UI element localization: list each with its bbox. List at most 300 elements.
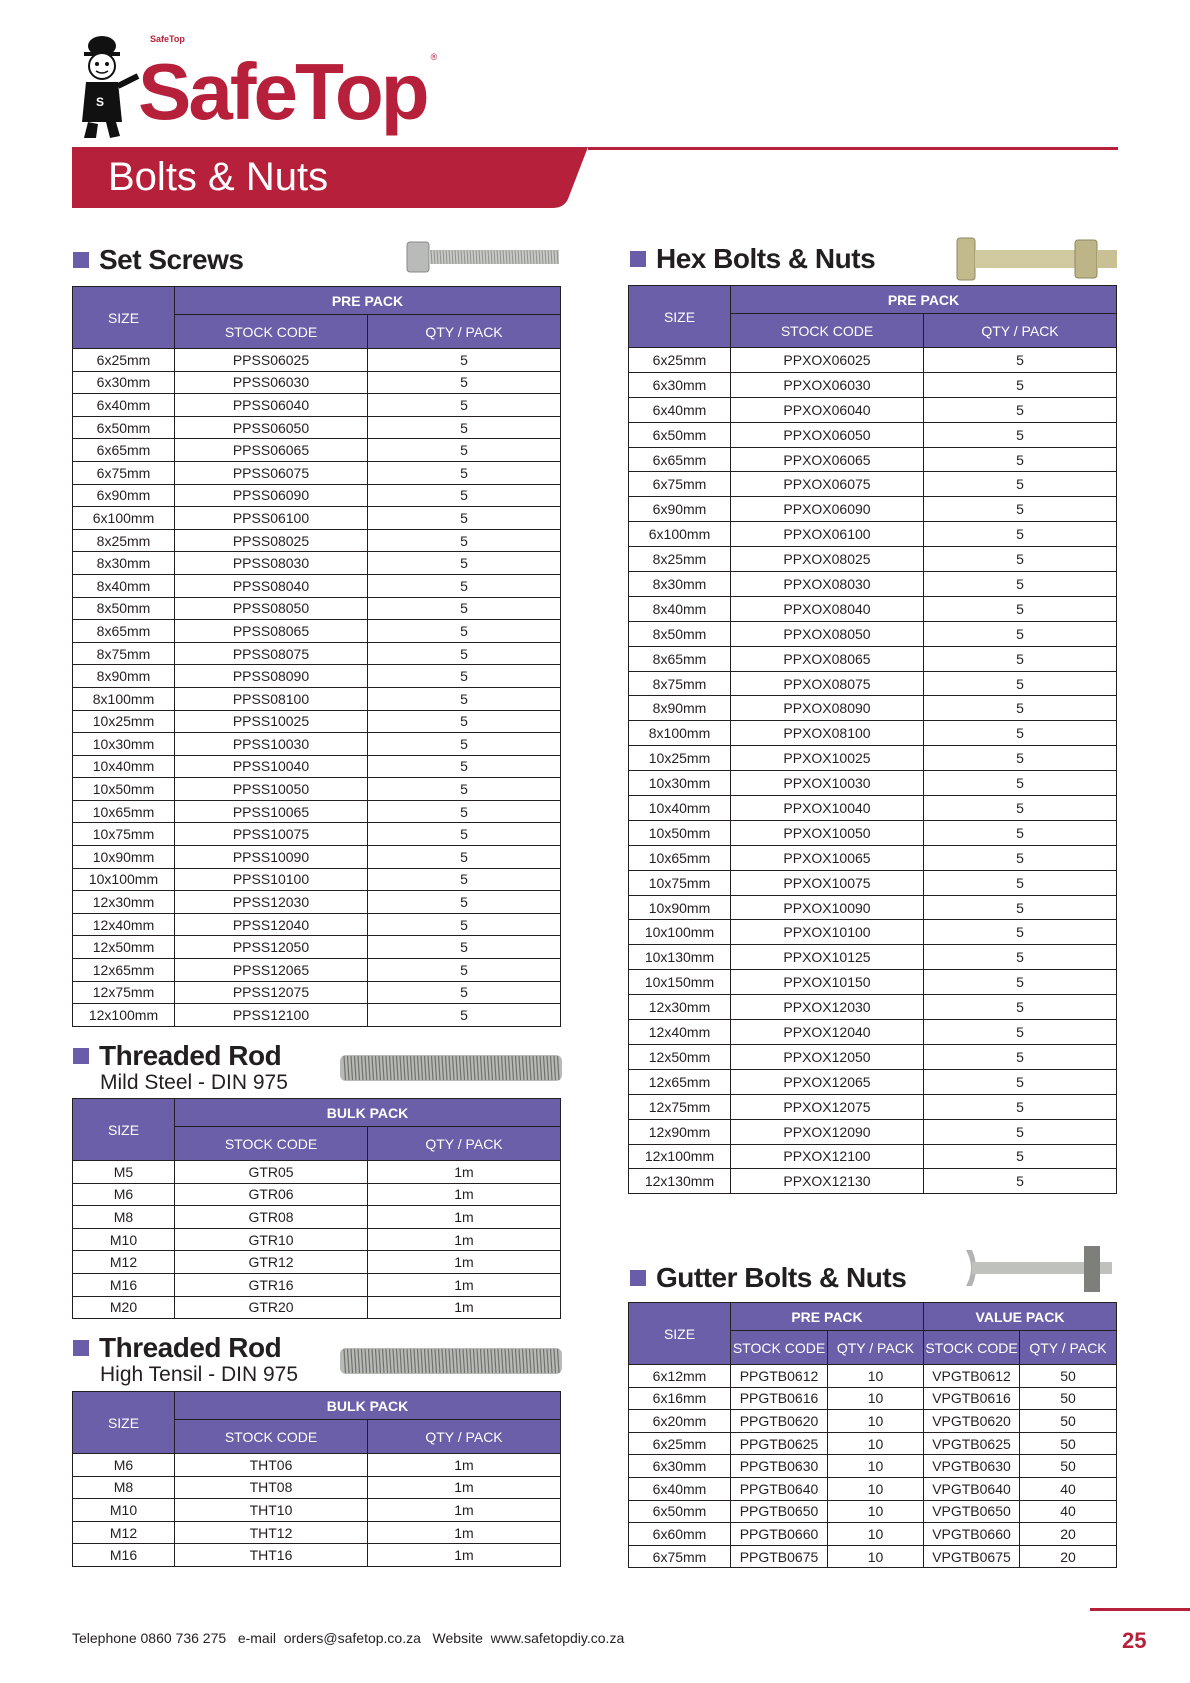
- table-cell: PPXOX08040: [731, 596, 924, 621]
- table-row: [73, 1206, 561, 1229]
- table-cell: 1m: [368, 1544, 561, 1567]
- table-cell: 10x90mm: [629, 895, 731, 920]
- table-cell: 10: [828, 1387, 924, 1410]
- set-screws-table: [72, 286, 561, 1027]
- table-cell: THT16: [175, 1544, 368, 1567]
- table-cell: 5: [924, 1169, 1117, 1194]
- table-cell: 50: [1020, 1387, 1117, 1410]
- table-cell: 10x30mm: [629, 771, 731, 796]
- table-cell: PPSS12075: [175, 981, 368, 1004]
- table-cell: PPXOX10150: [731, 970, 924, 995]
- table-cell: 1m: [368, 1476, 561, 1499]
- table-cell: 6x100mm: [629, 522, 731, 547]
- table-cell: 6x30mm: [629, 372, 731, 397]
- gutter-bolts-table: [628, 1302, 1117, 1568]
- table-row: [73, 394, 561, 417]
- table-cell: 6x40mm: [73, 394, 175, 417]
- table-cell: PPXOX12100: [731, 1144, 924, 1169]
- bullet-square-icon: [630, 1270, 646, 1286]
- table-cell: M5: [73, 1161, 175, 1184]
- table-cell: 10: [828, 1500, 924, 1523]
- table-cell: 1m: [368, 1161, 561, 1184]
- page-number: 25: [1122, 1628, 1147, 1653]
- table-row: [629, 372, 1117, 397]
- col-header-stock-code: STOCK CODE: [175, 1420, 368, 1454]
- table-row: [73, 913, 561, 936]
- table-cell: 5: [924, 721, 1117, 746]
- table-cell: 5: [368, 733, 561, 756]
- table-cell: 6x90mm: [73, 484, 175, 507]
- table-cell: PPSS08040: [175, 574, 368, 597]
- table-cell: PPSS10090: [175, 846, 368, 869]
- table-row: [73, 552, 561, 575]
- svg-text:S: S: [96, 95, 105, 109]
- table-cell: 5: [368, 552, 561, 575]
- table-cell: PPGTB0660: [731, 1523, 828, 1546]
- col-header-stock-code: STOCK CODE: [731, 314, 924, 348]
- table-cell: VPGTB0625: [924, 1432, 1020, 1455]
- table-cell: 10: [828, 1365, 924, 1388]
- table-cell: PPSS08050: [175, 597, 368, 620]
- table-cell: 5: [924, 1094, 1117, 1119]
- table-row: [629, 1144, 1117, 1169]
- table-cell: PPSS08025: [175, 529, 368, 552]
- table-cell: 1m: [368, 1499, 561, 1522]
- table-cell: 6x16mm: [629, 1387, 731, 1410]
- table-row: [629, 621, 1117, 646]
- table-row: [629, 895, 1117, 920]
- table-cell: PPXOX06030: [731, 372, 924, 397]
- table-row: [73, 484, 561, 507]
- table-row: [629, 1020, 1117, 1045]
- group-header-pre-pack: PRE PACK: [175, 287, 561, 315]
- table-cell: PPXOX10100: [731, 920, 924, 945]
- table-row: [73, 800, 561, 823]
- table-row: [629, 995, 1117, 1020]
- table-cell: 5: [368, 710, 561, 733]
- table-cell: 6x30mm: [73, 371, 175, 394]
- table-cell: 5: [368, 371, 561, 394]
- table-cell: PPSS06100: [175, 507, 368, 530]
- table-cell: 12x40mm: [629, 1020, 731, 1045]
- table-cell: 8x25mm: [73, 529, 175, 552]
- table-cell: 10x40mm: [629, 796, 731, 821]
- logo-wordrow: [138, 46, 437, 138]
- hex-bolt-product-image: [955, 236, 1120, 282]
- table-cell: 10x50mm: [73, 778, 175, 801]
- section-title: Gutter Bolts & Nuts: [656, 1262, 907, 1293]
- table-cell: PPSS06030: [175, 371, 368, 394]
- table-cell: 5: [924, 771, 1117, 796]
- table-cell: PPSS06025: [175, 349, 368, 372]
- table-cell: PPGTB0640: [731, 1477, 828, 1500]
- col-header-qty-pack: QTY / PACK: [368, 1420, 561, 1454]
- table-row: [73, 1499, 561, 1522]
- table-row: [629, 1169, 1117, 1194]
- table-row: [629, 1069, 1117, 1094]
- group-header-pre-pack: PRE PACK: [731, 1303, 924, 1331]
- section-subtitle: High Tensil - DIN 975: [100, 1363, 299, 1386]
- hex-bolts-table: [628, 285, 1117, 1194]
- table-cell: PPXOX08090: [731, 696, 924, 721]
- table-cell: PPSS06065: [175, 439, 368, 462]
- table-cell: PPSS12040: [175, 913, 368, 936]
- table-row: [629, 1119, 1117, 1144]
- table-row: [629, 945, 1117, 970]
- table-cell: PPXOX12065: [731, 1069, 924, 1094]
- table-row: [73, 1544, 561, 1567]
- table-cell: 10x75mm: [73, 823, 175, 846]
- table-cell: 5: [368, 574, 561, 597]
- table-cell: PPGTB0612: [731, 1365, 828, 1388]
- table-row: [73, 349, 561, 372]
- table-cell: PPXOX12030: [731, 995, 924, 1020]
- table-cell: 5: [924, 1044, 1117, 1069]
- page-title: Bolts & Nuts: [108, 155, 329, 199]
- table-cell: 10: [828, 1455, 924, 1478]
- table-cell: 12x90mm: [629, 1119, 731, 1144]
- table-cell: VPGTB0650: [924, 1500, 1020, 1523]
- table-row: [629, 447, 1117, 472]
- table-cell: VPGTB0675: [924, 1545, 1020, 1568]
- table-row: [629, 522, 1117, 547]
- table-cell: 40: [1020, 1477, 1117, 1500]
- table-cell: PPSS08075: [175, 642, 368, 665]
- table-cell: 5: [368, 529, 561, 552]
- table-cell: 50: [1020, 1432, 1117, 1455]
- table-cell: 8x25mm: [629, 547, 731, 572]
- table-cell: 1m: [368, 1296, 561, 1319]
- table-cell: PPXOX08100: [731, 721, 924, 746]
- table-cell: 10x100mm: [73, 868, 175, 891]
- table-cell: PPSS08030: [175, 552, 368, 575]
- table-cell: 1m: [368, 1273, 561, 1296]
- col-header-qty-pack: QTY / PACK: [924, 314, 1117, 348]
- table-cell: 12x65mm: [73, 959, 175, 982]
- safetop-logo: [72, 34, 472, 144]
- table-cell: 5: [924, 945, 1117, 970]
- table-cell: 10: [828, 1477, 924, 1500]
- table-cell: 1m: [368, 1521, 561, 1544]
- table-row: [73, 846, 561, 869]
- logo-mini-label: SafeTop: [150, 34, 185, 44]
- col-header-size: SIZE: [629, 286, 731, 348]
- table-cell: PPSS12030: [175, 891, 368, 914]
- table-row: [629, 1500, 1117, 1523]
- table-row: [73, 687, 561, 710]
- table-cell: 12x75mm: [73, 981, 175, 1004]
- table-cell: 8x65mm: [629, 646, 731, 671]
- col-header-qty-pack: QTY / PACK: [368, 315, 561, 349]
- table-cell: 5: [924, 596, 1117, 621]
- table-cell: 12x100mm: [629, 1144, 731, 1169]
- table-cell: 12x75mm: [629, 1094, 731, 1119]
- table-cell: 5: [924, 995, 1117, 1020]
- col-header-qty-pack: QTY / PACK: [1020, 1331, 1117, 1365]
- table-cell: PPSS12050: [175, 936, 368, 959]
- table-cell: 6x65mm: [629, 447, 731, 472]
- table-cell: GTR08: [175, 1206, 368, 1229]
- section-title: Threaded Rod: [99, 1040, 282, 1071]
- table-row: [73, 529, 561, 552]
- table-row: [73, 507, 561, 530]
- table-row: [629, 348, 1117, 373]
- table-cell: 12x130mm: [629, 1169, 731, 1194]
- table-cell: 20: [1020, 1545, 1117, 1568]
- table-cell: 5: [368, 597, 561, 620]
- table-cell: 1m: [368, 1251, 561, 1274]
- bullet-square-icon: [73, 1048, 89, 1064]
- table-cell: 5: [368, 687, 561, 710]
- table-cell: 5: [368, 913, 561, 936]
- table-cell: PPSS10050: [175, 778, 368, 801]
- table-cell: PPXOX06075: [731, 472, 924, 497]
- table-cell: 6x75mm: [629, 1545, 731, 1568]
- table-cell: 6x90mm: [629, 497, 731, 522]
- table-cell: PPGTB0625: [731, 1432, 828, 1455]
- table-cell: M6: [73, 1183, 175, 1206]
- col-header-qty-pack: QTY / PACK: [368, 1127, 561, 1161]
- table-cell: 10x50mm: [629, 820, 731, 845]
- table-cell: 5: [924, 920, 1117, 945]
- table-cell: 5: [924, 970, 1117, 995]
- table-row: [73, 371, 561, 394]
- table-row: [629, 721, 1117, 746]
- table-cell: 6x12mm: [629, 1365, 731, 1388]
- table-cell: PPXOX10050: [731, 820, 924, 845]
- table-cell: M16: [73, 1273, 175, 1296]
- table-cell: 1m: [368, 1183, 561, 1206]
- table-cell: 6x65mm: [73, 439, 175, 462]
- table-cell: 5: [368, 800, 561, 823]
- table-cell: VPGTB0630: [924, 1455, 1020, 1478]
- table-cell: PPXOX06090: [731, 497, 924, 522]
- table-cell: 5: [924, 1144, 1117, 1169]
- table-row: [629, 771, 1117, 796]
- table-cell: 5: [924, 522, 1117, 547]
- table-row: [73, 1161, 561, 1184]
- table-cell: PPXOX12040: [731, 1020, 924, 1045]
- table-cell: THT12: [175, 1521, 368, 1544]
- table-row: [629, 1365, 1117, 1388]
- table-cell: PPXOX10025: [731, 746, 924, 771]
- table-cell: 5: [924, 845, 1117, 870]
- table-cell: M20: [73, 1296, 175, 1319]
- bullet-square-icon: [630, 251, 646, 267]
- table-cell: 12x65mm: [629, 1069, 731, 1094]
- threaded-rod-product-image: [340, 1345, 562, 1377]
- table-row: [73, 461, 561, 484]
- table-row: [629, 547, 1117, 572]
- table-cell: VPGTB0640: [924, 1477, 1020, 1500]
- table-row: [629, 870, 1117, 895]
- group-header-bulk-pack: BULK PACK: [175, 1099, 561, 1127]
- col-header-stock-code: STOCK CODE: [731, 1331, 828, 1365]
- table-cell: PPGTB0675: [731, 1545, 828, 1568]
- table-row: [73, 1454, 561, 1477]
- table-cell: 5: [924, 796, 1117, 821]
- table-cell: 8x50mm: [73, 597, 175, 620]
- table-cell: 10x65mm: [73, 800, 175, 823]
- page-banner: [72, 147, 592, 208]
- table-cell: GTR05: [175, 1161, 368, 1184]
- table-row: [629, 596, 1117, 621]
- table-cell: 8x75mm: [629, 671, 731, 696]
- table-row: [73, 891, 561, 914]
- threaded-rod-product-image: [340, 1052, 562, 1084]
- table-cell: PPSS08065: [175, 620, 368, 643]
- table-cell: 50: [1020, 1410, 1117, 1433]
- table-row: [73, 439, 561, 462]
- table-cell: GTR10: [175, 1228, 368, 1251]
- table-cell: PPXOX06025: [731, 348, 924, 373]
- table-cell: 6x25mm: [73, 349, 175, 372]
- table-cell: 10x30mm: [73, 733, 175, 756]
- table-row: [629, 746, 1117, 771]
- table-cell: VPGTB0612: [924, 1365, 1020, 1388]
- table-cell: PPSS10025: [175, 710, 368, 733]
- table-cell: THT06: [175, 1454, 368, 1477]
- table-cell: 5: [924, 746, 1117, 771]
- table-cell: PPSS06050: [175, 416, 368, 439]
- table-cell: 8x75mm: [73, 642, 175, 665]
- table-cell: PPSS10075: [175, 823, 368, 846]
- table-cell: 5: [924, 671, 1117, 696]
- col-header-size: SIZE: [73, 1099, 175, 1161]
- table-cell: M8: [73, 1476, 175, 1499]
- table-cell: 10x130mm: [629, 945, 731, 970]
- table-cell: 12x30mm: [73, 891, 175, 914]
- table-row: [73, 1228, 561, 1251]
- table-row: [629, 472, 1117, 497]
- table-row: [629, 1432, 1117, 1455]
- table-cell: 5: [924, 348, 1117, 373]
- footer-contact: Telephone 0860 736 275 e-mail orders@safetop.co.za Website www.safetopdiy.co.za: [72, 1630, 625, 1646]
- table-row: [73, 823, 561, 846]
- table-cell: PPXOX06040: [731, 397, 924, 422]
- table-cell: PPGTB0650: [731, 1500, 828, 1523]
- table-cell: 10x100mm: [629, 920, 731, 945]
- table-cell: 50: [1020, 1365, 1117, 1388]
- table-cell: VPGTB0660: [924, 1523, 1020, 1546]
- table-cell: PPSS10040: [175, 755, 368, 778]
- table-cell: 5: [368, 755, 561, 778]
- table-cell: THT08: [175, 1476, 368, 1499]
- table-cell: M12: [73, 1521, 175, 1544]
- table-cell: M12: [73, 1251, 175, 1274]
- table-cell: PPSS06040: [175, 394, 368, 417]
- table-row: [629, 1523, 1117, 1546]
- table-cell: 5: [924, 621, 1117, 646]
- table-cell: 6x30mm: [629, 1455, 731, 1478]
- table-cell: 40: [1020, 1500, 1117, 1523]
- table-cell: 5: [924, 1020, 1117, 1045]
- section-threaded-rod-mild-heading: [73, 1040, 281, 1072]
- table-cell: 6x100mm: [73, 507, 175, 530]
- table-cell: 6x50mm: [629, 422, 731, 447]
- table-cell: 6x50mm: [73, 416, 175, 439]
- table-cell: PPXOX06050: [731, 422, 924, 447]
- table-cell: 6x25mm: [629, 348, 731, 373]
- bullet-square-icon: [73, 1340, 89, 1356]
- table-row: [629, 1044, 1117, 1069]
- table-cell: 10x65mm: [629, 845, 731, 870]
- table-cell: 10: [828, 1410, 924, 1433]
- table-cell: M16: [73, 1544, 175, 1567]
- table-cell: PPXOX08025: [731, 547, 924, 572]
- section-subtitle: Mild Steel - DIN 975: [100, 1071, 288, 1094]
- table-cell: PPSS08090: [175, 665, 368, 688]
- table-row: [629, 671, 1117, 696]
- table-cell: 5: [368, 981, 561, 1004]
- table-cell: 6x60mm: [629, 1523, 731, 1546]
- table-cell: M8: [73, 1206, 175, 1229]
- table-row: [629, 1410, 1117, 1433]
- table-cell: 8x50mm: [629, 621, 731, 646]
- table-cell: 10: [828, 1523, 924, 1546]
- table-cell: M6: [73, 1454, 175, 1477]
- table-cell: 20: [1020, 1523, 1117, 1546]
- table-cell: 8x40mm: [73, 574, 175, 597]
- table-row: [73, 710, 561, 733]
- section-set-screws-heading: [73, 244, 243, 276]
- section-threaded-rod-high-heading: [73, 1332, 281, 1364]
- table-cell: 5: [368, 778, 561, 801]
- table-row: [73, 778, 561, 801]
- table-cell: 5: [924, 497, 1117, 522]
- table-cell: 5: [368, 461, 561, 484]
- table-row: [629, 1477, 1117, 1500]
- table-row: [73, 733, 561, 756]
- table-row: [629, 1094, 1117, 1119]
- table-row: [73, 959, 561, 982]
- table-cell: PPSS08100: [175, 687, 368, 710]
- threaded-rod-high-table: [72, 1391, 561, 1567]
- table-cell: 1m: [368, 1454, 561, 1477]
- header-rule: [588, 147, 1118, 150]
- table-row: [629, 820, 1117, 845]
- col-header-size: SIZE: [73, 1392, 175, 1454]
- table-cell: 10: [828, 1545, 924, 1568]
- table-row: [629, 970, 1117, 995]
- group-header-pre-pack: PRE PACK: [731, 286, 1117, 314]
- table-cell: 5: [368, 936, 561, 959]
- table-cell: VPGTB0616: [924, 1387, 1020, 1410]
- table-row: [73, 416, 561, 439]
- table-cell: 6x40mm: [629, 397, 731, 422]
- table-row: [73, 574, 561, 597]
- table-cell: PPXOX10125: [731, 945, 924, 970]
- table-row: [73, 1476, 561, 1499]
- table-cell: PPSS12100: [175, 1004, 368, 1027]
- table-row: [73, 981, 561, 1004]
- col-header-stock-code: STOCK CODE: [175, 1127, 368, 1161]
- table-cell: PPXOX06065: [731, 447, 924, 472]
- table-cell: PPSS12065: [175, 959, 368, 982]
- table-cell: PPXOX12090: [731, 1119, 924, 1144]
- table-cell: M10: [73, 1228, 175, 1251]
- table-cell: 1m: [368, 1228, 561, 1251]
- mascot-icon: [72, 34, 142, 144]
- table-cell: 5: [924, 820, 1117, 845]
- registered-mark: ®: [430, 52, 438, 62]
- section-title: Set Screws: [99, 244, 244, 275]
- table-cell: 5: [368, 642, 561, 665]
- table-cell: 10x90mm: [73, 846, 175, 869]
- table-cell: PPSS10065: [175, 800, 368, 823]
- table-cell: 5: [924, 397, 1117, 422]
- table-cell: 5: [368, 846, 561, 869]
